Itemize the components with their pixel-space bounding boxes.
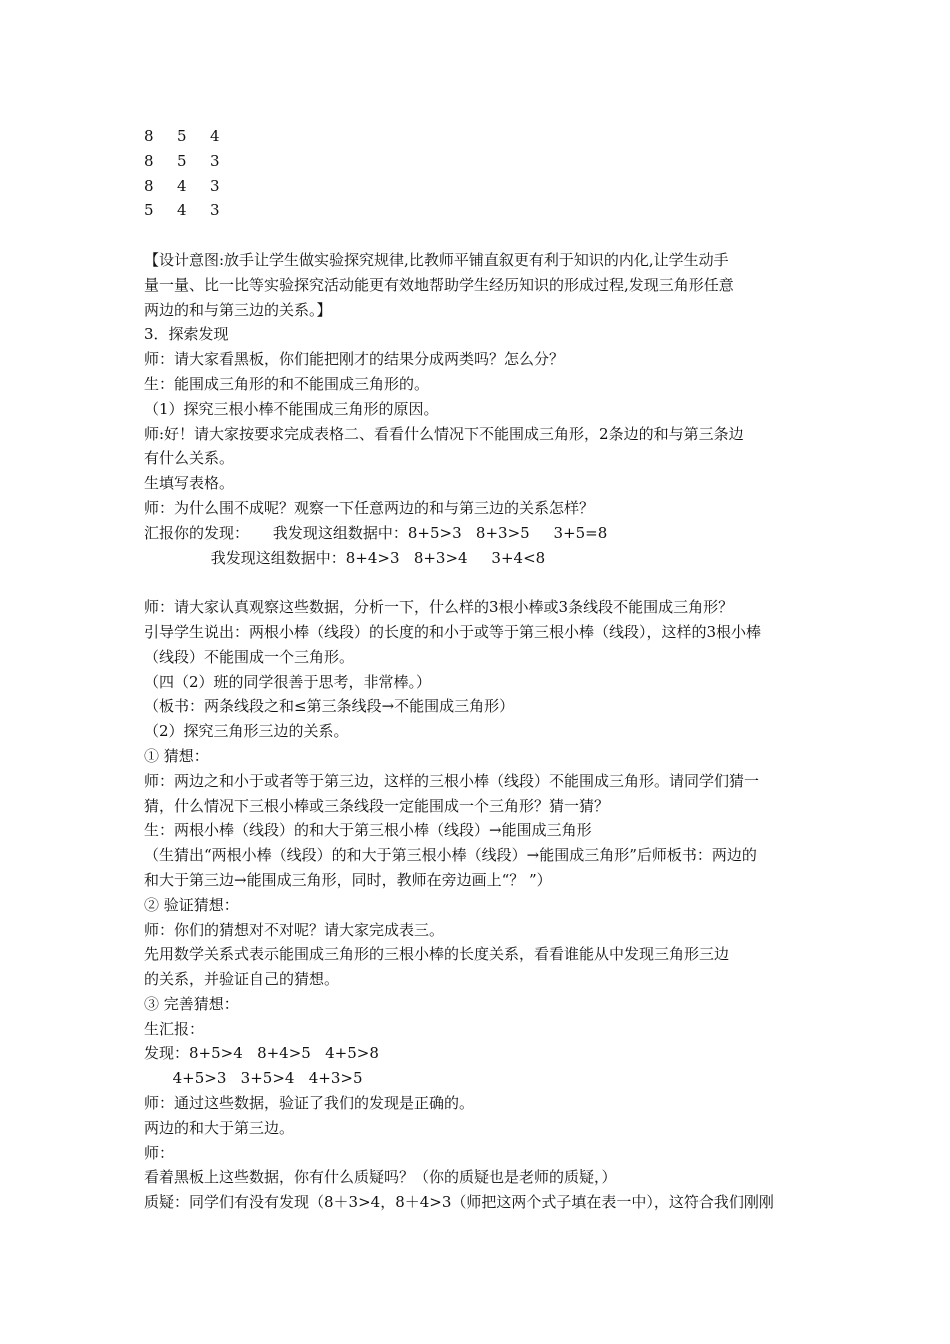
step-heading: ① 猜想：	[144, 746, 209, 765]
text-line: 看着黑板上这些数据，你有什么质疑吗？（你的质疑也是老师的质疑，）	[144, 1168, 617, 1187]
text-line: （四（2）班的同学很善于思考，非常棒。）	[144, 672, 432, 691]
number-row	[144, 124, 814, 149]
text-line: 的关系，并验证自己的猜想。	[144, 970, 340, 989]
text-line: 师：你们的猜想对不对呢？请大家完成表三。	[144, 920, 445, 939]
text-line: 引导学生说出：两根小棒（线段）的长度的和小于或等于第三根小棒（线段），这样的3根小棒	[144, 622, 762, 641]
number-row	[144, 198, 814, 223]
step-heading: ② 验证猜想：	[144, 895, 239, 914]
number-cell: 4	[210, 127, 220, 145]
text-line: （生猜出“两根小棒（线段）的和大于第三根小棒（线段）→能围成三角形”后师板书：两边的	[144, 846, 757, 865]
text-line: 猜，什么情况下三根小棒或三条线段一定能围成一个三角形？猜一猜？	[144, 796, 610, 815]
number-row	[144, 174, 814, 199]
blank-line	[144, 570, 814, 595]
number-cell: 3	[210, 151, 220, 170]
design-intent-line: 两边的和与第三边的关系。】	[144, 300, 332, 319]
findings-line: 4+5>3 3+5>4 4+3>5	[144, 1069, 363, 1088]
findings-line: 发现：8+5>4 8+4>5 4+5>8	[144, 1044, 379, 1063]
subsection-heading: （1）探究三根小棒不能围成三角形的原因。	[144, 399, 439, 418]
section-heading: 3．探索发现	[144, 325, 229, 344]
number-cell: 8	[144, 176, 154, 195]
text-line: 师：两边之和小于或者等于第三边，这样的三根小棒（线段）不能围成三角形。请同学们猜一	[144, 771, 760, 790]
number-cell: 8	[144, 151, 154, 170]
number-cell: 8	[144, 127, 154, 145]
text-line: 师：	[144, 1143, 175, 1162]
blank-line	[144, 223, 814, 248]
text-line: 师：为什么围不成呢？观察一下任意两边的和与第三边的关系怎样？	[144, 498, 595, 517]
text-line: 师：通过这些数据，验证了我们的发现是正确的。	[144, 1094, 475, 1113]
document-body	[144, 124, 814, 1215]
subsection-heading: （2）探究三角形三边的关系。	[144, 722, 349, 741]
number-cell: 5	[144, 201, 154, 220]
text-line: 有什么关系。	[144, 449, 235, 468]
text-line: 师:好！请大家按要求完成表格二、看看什么情况下不能围成三角形，2条边的和与第三条边	[144, 424, 744, 443]
number-cell: 3	[210, 201, 220, 220]
text-line: 生：能围成三角形的和不能围成三角形的。	[144, 374, 430, 393]
report-line: 我发现这组数据中：8+4>3 8+3>4 3+4<8	[144, 548, 546, 567]
text-line: 生汇报：	[144, 1019, 205, 1038]
step-heading: ③ 完善猜想：	[144, 994, 239, 1013]
text-line: 师：请大家认真观察这些数据，分析一下，什么样的3根小棒或3条线段不能围成三角形？	[144, 598, 734, 617]
number-cell: 5	[177, 127, 187, 145]
text-line: 和大于第三边→能围成三角形，同时，教师在旁边画上“？ ”）	[144, 870, 552, 889]
text-line: （线段）不能围成一个三角形。	[144, 647, 355, 666]
design-intent-line: 【设计意图:放手让学生做实验探究规律,比教师平铺直叙更有利于知识的内化,让学生动手	[144, 250, 729, 269]
design-intent-line: 量一量、比一比等实验探究活动能更有效地帮助学生经历知识的形成过程,发现三角形任意	[144, 275, 734, 294]
number-cell: 4	[177, 201, 187, 220]
number-cell: 4	[177, 176, 187, 195]
blackboard-note: （板书：两条线段之和≤第三条线段→不能围成三角形）	[144, 697, 515, 716]
number-cell: 3	[210, 176, 220, 195]
number-cell: 5	[177, 151, 187, 170]
report-line: 汇报你的发现： 我发现这组数据中：8+5>3 8+3>5 3+5=8	[144, 523, 608, 542]
number-row	[144, 149, 814, 174]
text-line: 生：两根小棒（线段）的和大于第三根小棒（线段）→能围成三角形	[144, 821, 592, 840]
text-line: 质疑：同学们有没有发现（8＋3>4，8＋4>3（师把这两个式子填在表一中），这符合我们刚刚	[144, 1193, 774, 1212]
text-line: 两边的和大于第三边。	[144, 1118, 295, 1137]
text-line: 先用数学关系式表示能围成三角形的三根小棒的长度关系，看看谁能从中发现三角形三边	[144, 945, 730, 964]
text-line: 生填写表格。	[144, 474, 235, 493]
text-line: 师：请大家看黑板，你们能把刚才的结果分成两类吗？怎么分？	[144, 350, 565, 369]
